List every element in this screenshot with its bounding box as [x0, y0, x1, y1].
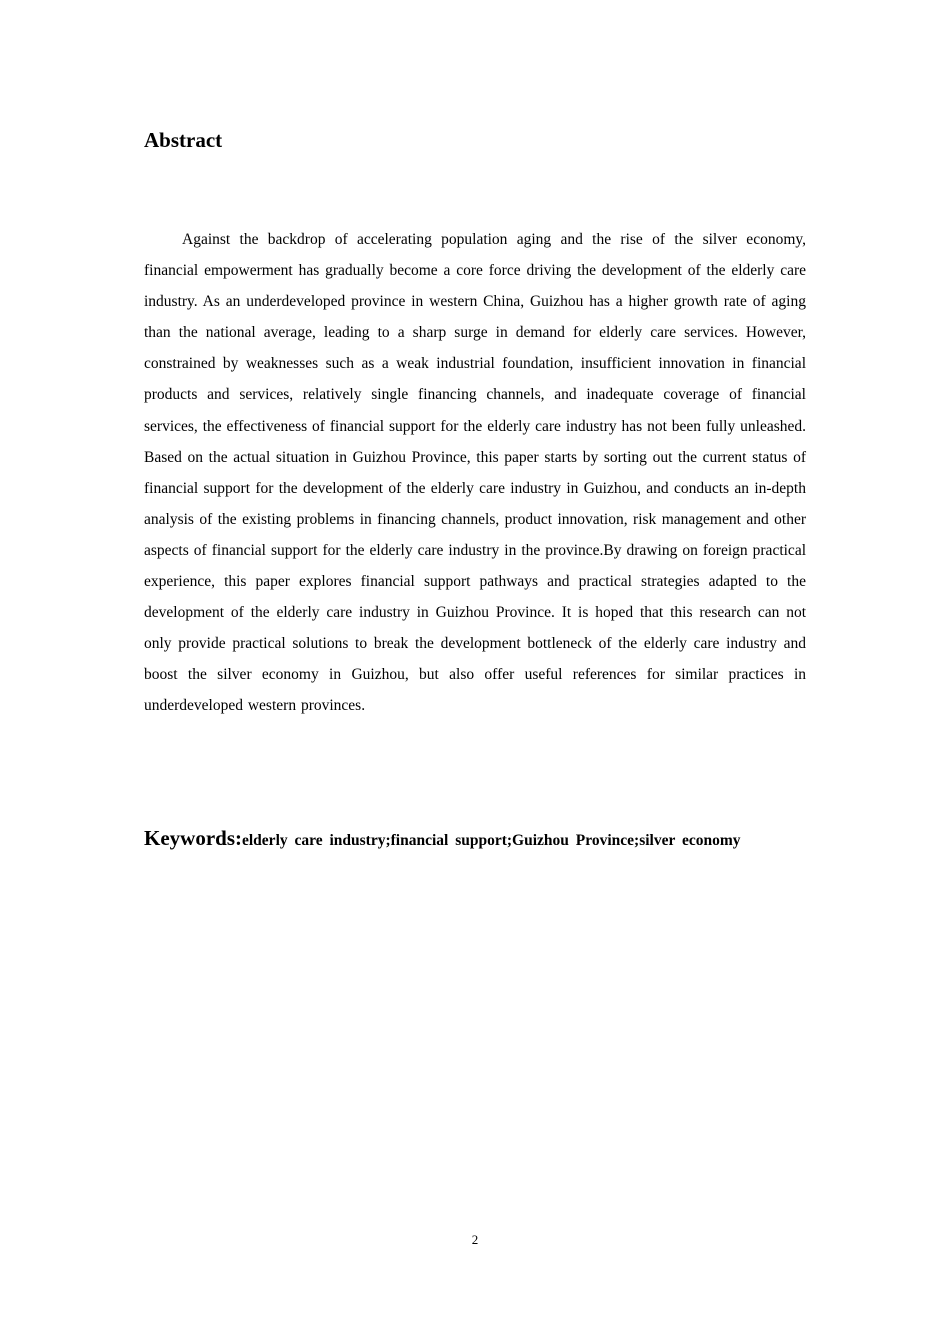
abstract-heading: Abstract	[144, 128, 223, 152]
abstract-body: Against the backdrop of accelerating population aging and the rise of the silver economy, financial empowerment has gradually become a core force driving the development of the elderly care industry. As an underdeveloped province in western China, Guizhou has a higher growth rate of aging than the national average, leading to a sharp surge in demand for elderly care services. However, constrained by weaknesses such as a weak industrial foundation, insufficient innovation in financial products and services, relatively single financing channels, and inadequate coverage of financial services, the effectiveness of financial support for the elderly care industry has not been fully unleashed. Based on the actual situation in Guizhou Province, this paper starts by sorting out the current status of financial support for the development of the elderly care industry in Guizhou, and conducts an in-depth analysis of the existing problems in financing channels, product innovation, risk management and other aspects of financial support for the elderly care industry in the province.By drawing on foreign practical experience, this paper explores financial support pathways and practical strategies adapted to the development of the elderly care industry in Guizhou Province. It is hoped that this research can not only provide practical solutions to break the development bottleneck of the elderly care industry and boost the silver economy in Guizhou, but also offer useful references for similar practices in underdeveloped western provinces.	[144, 231, 806, 715]
page-number: 2	[471, 1232, 479, 1247]
keywords-line	[144, 822, 844, 857]
keywords-label: Keywords:	[144, 826, 242, 850]
keywords-value: elderly care industry;financial support;Guizhou Province;silver economy	[242, 832, 741, 849]
